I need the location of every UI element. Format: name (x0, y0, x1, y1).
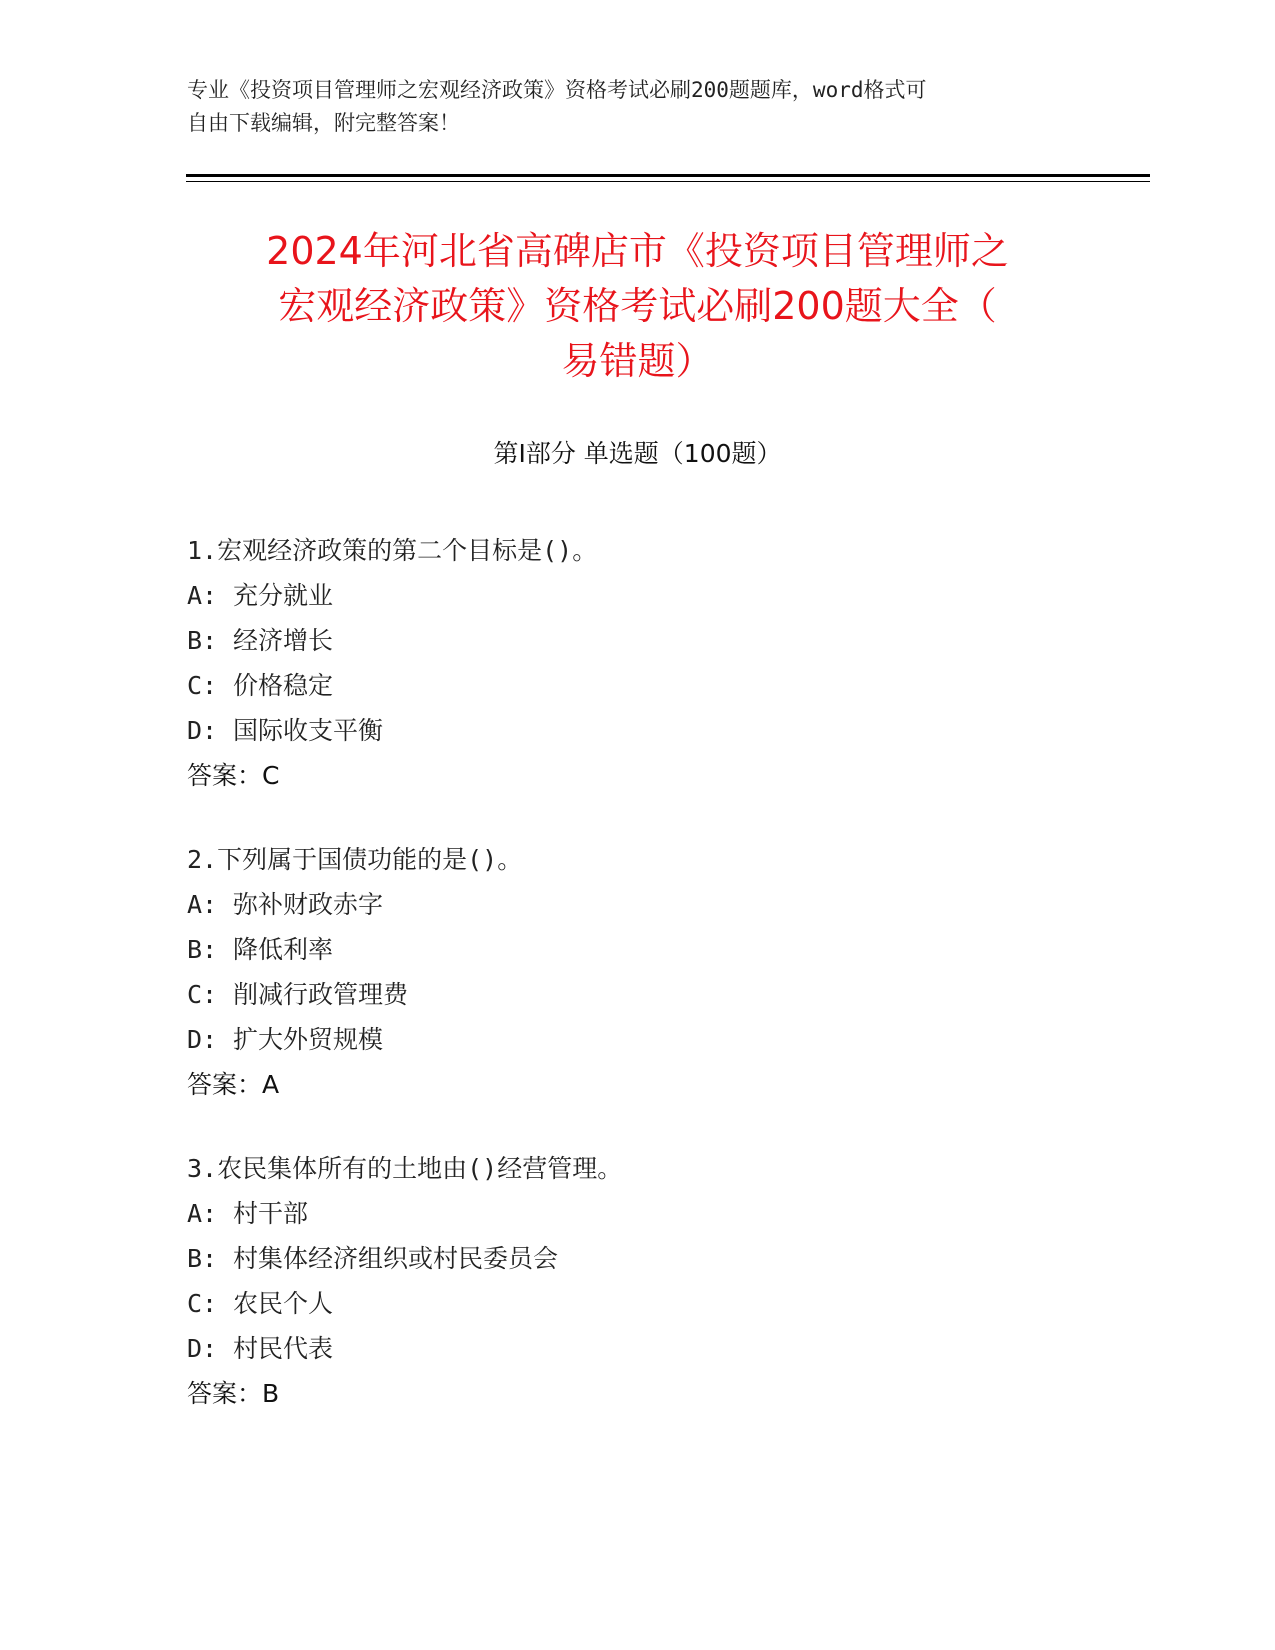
option-b (187, 927, 1147, 972)
option-b (187, 1236, 1147, 1281)
option-text: 降低利率 (233, 935, 334, 964)
option-c (187, 663, 1147, 708)
option-text: 价格稳定 (233, 671, 334, 700)
option-letter: A: (187, 581, 218, 610)
option-letter: B: (187, 626, 218, 655)
option-c (187, 1281, 1147, 1326)
option-text: 弥补财政赤字 (233, 890, 384, 919)
section-title: 第Ⅰ部分 单选题（100题） (493, 439, 782, 468)
option-b (187, 618, 1147, 663)
option-c (187, 972, 1147, 1017)
option-letter: D: (187, 1334, 218, 1363)
option-letter: C: (187, 980, 218, 1009)
question-2 (187, 837, 1147, 1107)
question-list (187, 528, 1147, 1455)
option-text: 农民个人 (233, 1289, 334, 1318)
document-title-line-1: 2024年河北省高碑店市《投资项目管理师之 (266, 229, 1009, 273)
question-3 (187, 1146, 1147, 1416)
option-letter: D: (187, 1025, 218, 1054)
option-text: 扩大外贸规模 (233, 1025, 384, 1054)
header-divider-thin (186, 181, 1150, 182)
question-stem: 2.下列属于国债功能的是()。 (187, 845, 523, 874)
option-text: 国际收支平衡 (233, 716, 384, 745)
option-letter: C: (187, 1289, 218, 1318)
option-letter: A: (187, 1199, 218, 1228)
answer-line: 答案：C (187, 761, 280, 790)
answer-line: 答案：A (187, 1070, 280, 1099)
document-title-line-2: 宏观经济政策》资格考试必刷200题大全（ (278, 284, 997, 328)
option-letter: B: (187, 1244, 218, 1273)
option-letter: C: (187, 671, 218, 700)
document-title-line-3: 易错题） (561, 339, 714, 383)
option-d (187, 1017, 1147, 1062)
answer-line: 答案：B (187, 1379, 280, 1408)
question-stem: 3.农民集体所有的土地由()经营管理。 (187, 1154, 623, 1183)
option-text: 充分就业 (233, 581, 334, 610)
option-text: 村民代表 (233, 1334, 334, 1363)
option-letter: A: (187, 890, 218, 919)
header-divider-thick (186, 174, 1150, 177)
option-a (187, 882, 1147, 927)
option-d (187, 708, 1147, 753)
option-letter: B: (187, 935, 218, 964)
option-a (187, 1191, 1147, 1236)
option-text: 村集体经济组织或村民委员会 (233, 1244, 559, 1273)
header-note-line-2: 自由下载编辑，附完整答案！ (187, 111, 460, 135)
option-text: 经济增长 (233, 626, 334, 655)
document-title (175, 224, 1100, 389)
option-text: 削减行政管理费 (233, 980, 409, 1009)
header-note (187, 74, 1067, 140)
question-1 (187, 528, 1147, 798)
header-note-line-1: 专业《投资项目管理师之宏观经济政策》资格考试必刷200题题库，word格式可 (187, 78, 927, 102)
option-text: 村干部 (233, 1199, 309, 1228)
option-d (187, 1326, 1147, 1371)
option-a (187, 573, 1147, 618)
question-stem: 1.宏观经济政策的第二个目标是()。 (187, 536, 598, 565)
option-letter: D: (187, 716, 218, 745)
